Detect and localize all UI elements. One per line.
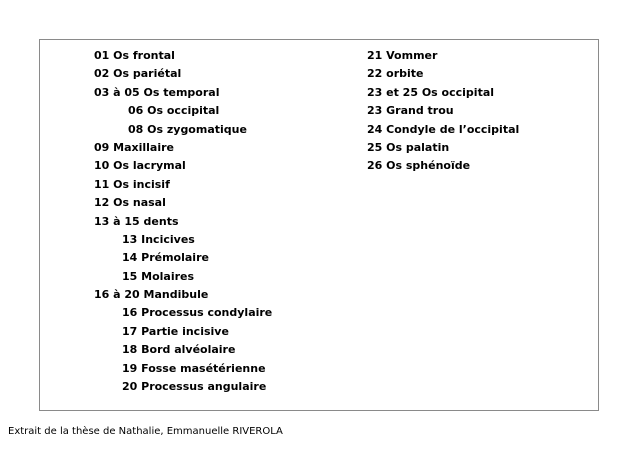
legend-item: 21 Vommer: [367, 49, 438, 62]
legend-subitem: 18 Bord alvéolaire: [122, 343, 236, 357]
legend-item: 26 Os sphénoïde: [367, 159, 471, 173]
legend-item: 25 Os palatin: [367, 140, 450, 154]
legend-subitem: 15 Molaires: [122, 269, 195, 283]
legend-subitem: 17 Partie incisive: [122, 324, 229, 338]
legend-subitem: 08 Os zygomatique: [128, 122, 247, 136]
legend-subitem: 20 Processus angulaire: [122, 380, 267, 394]
legend-item: 03 à 05 Os temporal: [94, 85, 220, 99]
legend-subitem: 14 Prémolaire: [122, 251, 209, 265]
legend-item: 02 Os pariétal: [94, 67, 182, 81]
legend-item: 16 à 20 Mandibule: [94, 288, 209, 302]
legend-item: 09 Maxillaire: [94, 140, 174, 154]
legend-item: 24 Condyle de l’occipital: [367, 122, 520, 136]
legend-subitem: 16 Processus condylaire: [122, 306, 273, 320]
legend-item: 10 Os lacrymal: [94, 159, 186, 173]
legend-subitem: 19 Fosse masétérienne: [122, 361, 266, 375]
legend-item: 01 Os frontal: [94, 49, 175, 62]
legend-item: 23 et 25 Os occipital: [367, 85, 495, 99]
legend-subitem: 06 Os occipital: [128, 104, 220, 118]
legend-item: 11 Os incisif: [94, 177, 170, 191]
legend-item: 23 Grand trou: [367, 104, 454, 118]
legend-item: 12 Os nasal: [94, 196, 166, 210]
legend-item: 13 à 15 dents: [94, 214, 179, 228]
source-caption: Extrait de la thèse de Nathalie, Emmanuelle RIVEROLA: [8, 426, 283, 437]
legend-right-column: [367, 47, 519, 176]
legend-item: 22 orbite: [367, 67, 424, 81]
legend-subitem: 13 Incicives: [122, 232, 195, 246]
legend-left-column: [94, 47, 272, 396]
